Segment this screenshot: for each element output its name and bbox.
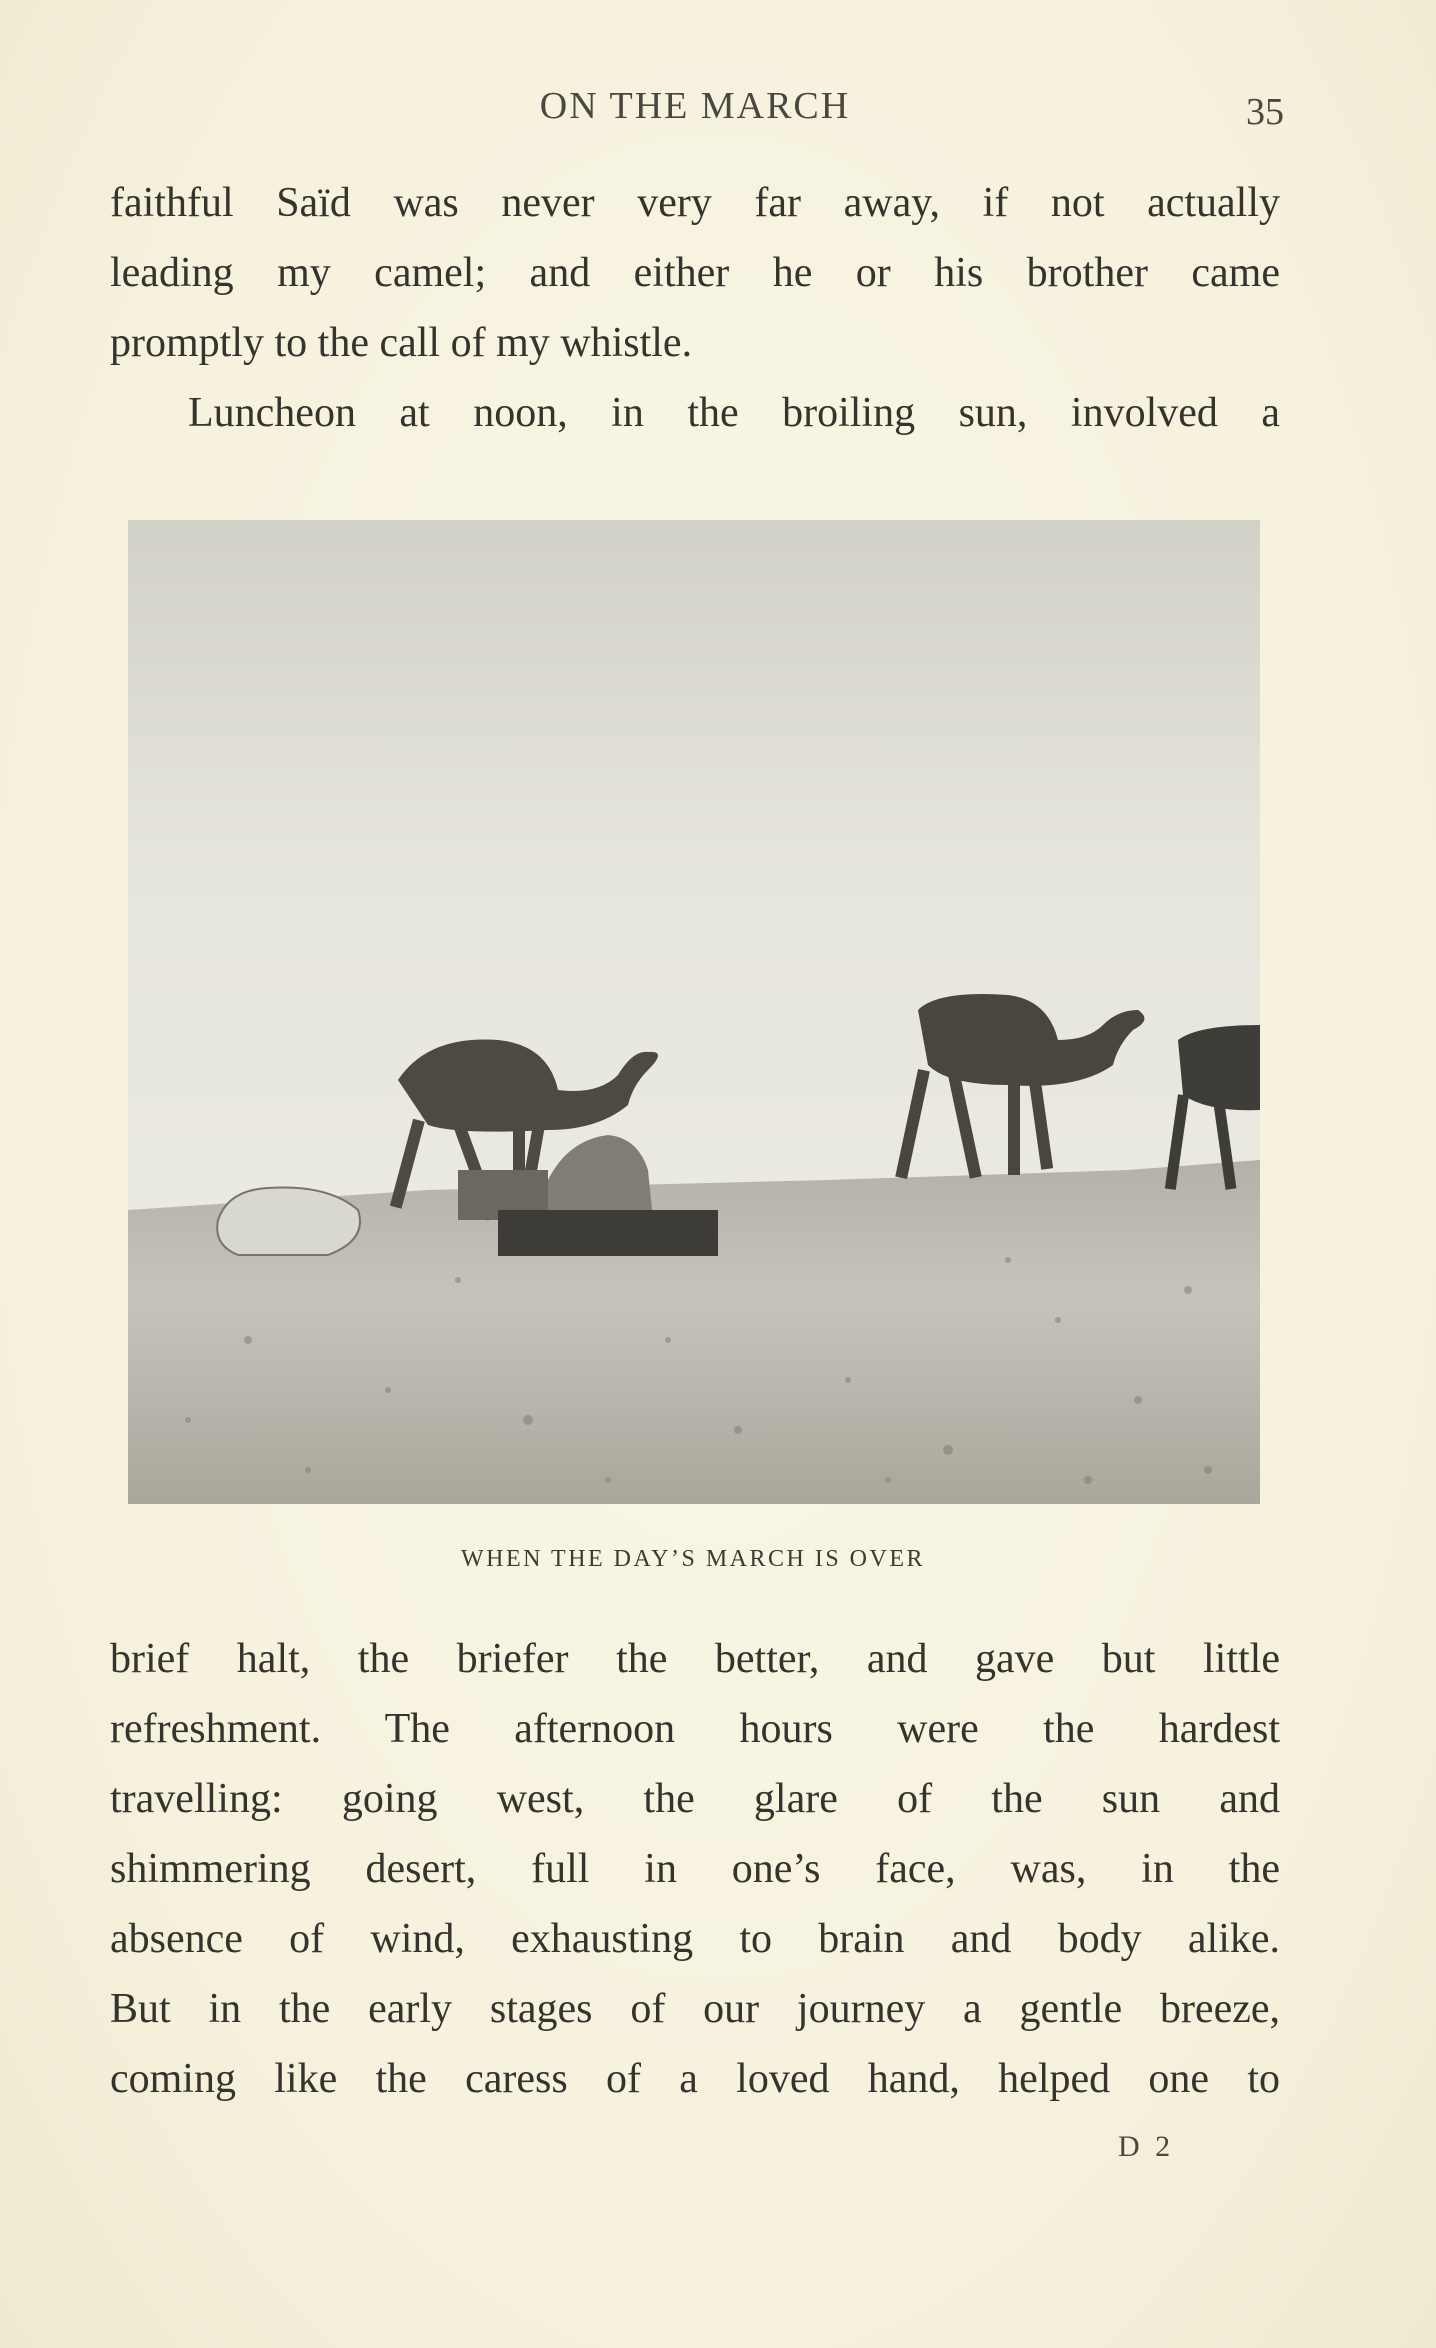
text-line: absence of wind, exhausting to brain and body alike.: [110, 1916, 1280, 1962]
text-line: shimmering desert, full in one’s face, was, in the: [110, 1846, 1280, 1892]
figure-caption: WHEN THE DAY’S MARCH IS OVER: [460, 1546, 926, 1572]
text-line: refreshment. The afternoon hours were the hardest: [110, 1706, 1280, 1752]
text-line: coming like the caress of a loved hand, helped one to: [110, 2056, 1280, 2102]
baggage-bundle: [217, 1187, 360, 1255]
text-line: promptly to the call of my whistle.: [110, 320, 693, 366]
text-line: leading my camel; and either he or his brother came: [110, 250, 1280, 296]
printer-signature: D 2: [1118, 2130, 1175, 2163]
paragraph-bottom: [110, 1624, 1280, 2114]
running-title: ON THE MARCH: [539, 85, 851, 127]
page-number: 35: [1246, 91, 1284, 133]
running-head: [0, 84, 1436, 134]
text-line: But in the early stages of our journey a gentle breeze,: [110, 1986, 1280, 2032]
text-line: travelling: going west, the glare of the sun and: [110, 1776, 1280, 1822]
photograph-camels-in-desert: [128, 520, 1260, 1504]
paragraph-top: [110, 168, 1280, 448]
text-line: brief halt, the briefer the better, and gave but little: [110, 1636, 1280, 1682]
text-line: faithful Saïd was never very far away, if not actually: [110, 180, 1280, 226]
text-line: Luncheon at noon, in the broiling sun, involved a: [188, 390, 1280, 436]
